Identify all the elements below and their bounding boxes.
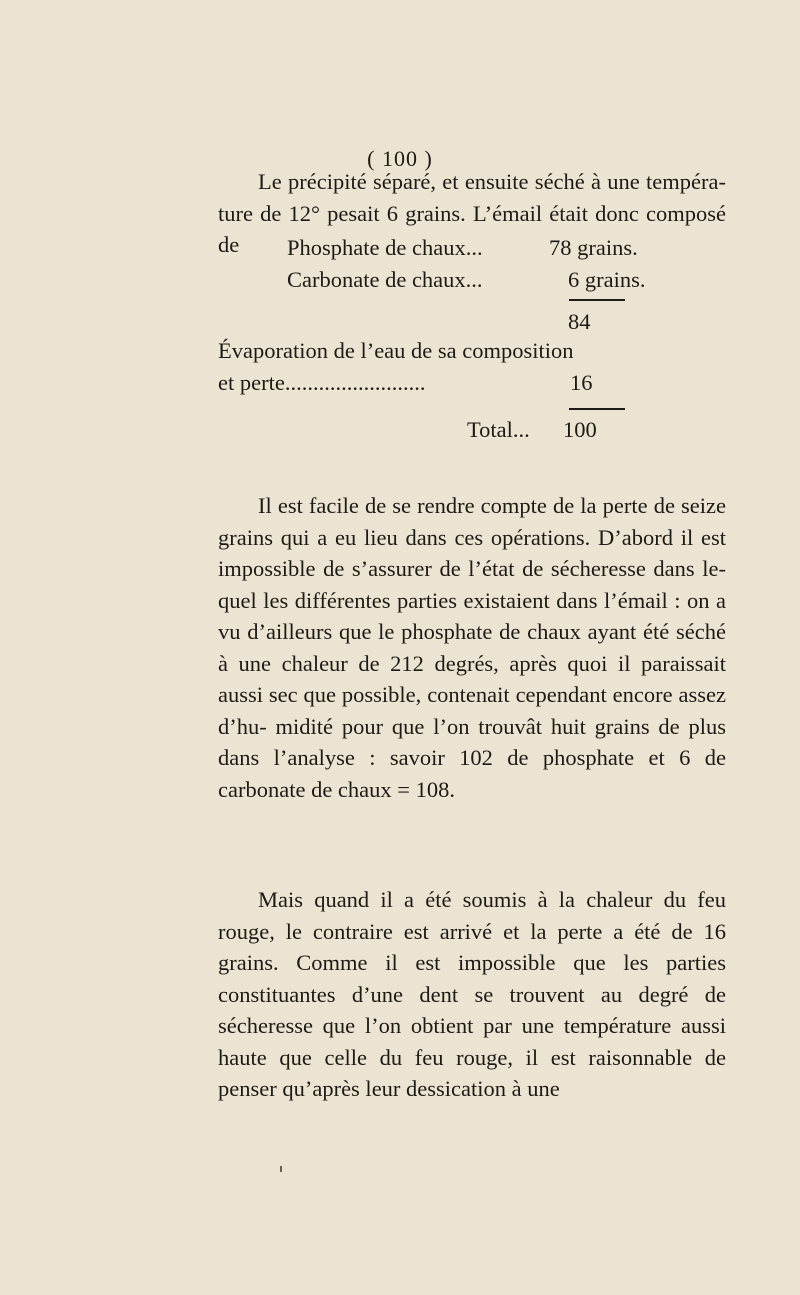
evaporation-label-line1: Évaporation de l’eau de sa composition — [218, 338, 574, 363]
subtotal-value: 84 — [568, 309, 591, 334]
row-label-phosphate: Phosphate de chaux... — [287, 235, 483, 260]
total-value: 100 — [563, 417, 597, 442]
row-value-phosphate: 78 grains. — [549, 235, 638, 260]
page-number: ( 100 ) — [367, 146, 433, 171]
page-speck — [280, 1166, 282, 1172]
subtotal-rule — [569, 299, 625, 301]
paragraph-analysis: Il est facile de se rendre compte de la perte de seize grains qui a eu lieu dans ces opérations. D’abord il est impossible de s’assurer de l’état de sécheresse dans le- quel les différentes parties existaient dans l’émail : on a vu d’ailleurs que le phosphate de chaux ayant été séché à une chaleur de 212 degrés, après quoi il paraissait aussi sec que possible, contenait cependant encore assez d’hu- midité pour que l’on trouvât huit grains de plus dans l’analyse : savoir 102 de phosphate et 6 de carbonate de chaux = 108. — [218, 493, 726, 802]
evaporation-value: 16 — [570, 370, 593, 395]
evaporation-label-line2: et perte......................... — [218, 370, 426, 395]
paragraph-red-heat: Mais quand il a été soumis à la chaleur du feu rouge, le contraire est arrivé et la perte a été de 16 grains. Comme il est impossible que les parties constituantes d’une dent se trouvent au degré de sécheresse que l’on obtient par une température aussi haute que celle du feu rouge, il est raisonnable de penser qu’après leur dessication à une — [218, 887, 726, 1101]
total-label: Total... — [467, 417, 530, 442]
total-rule — [569, 408, 625, 410]
row-value-carbonate: 6 grains. — [568, 267, 646, 292]
paragraph-intro: Le précipité séparé, et ensuite séché à une tempéra- ture de 12° pesait 6 grains. L’émail était donc composé de — [218, 169, 726, 257]
row-label-carbonate: Carbonate de chaux... — [287, 267, 483, 292]
